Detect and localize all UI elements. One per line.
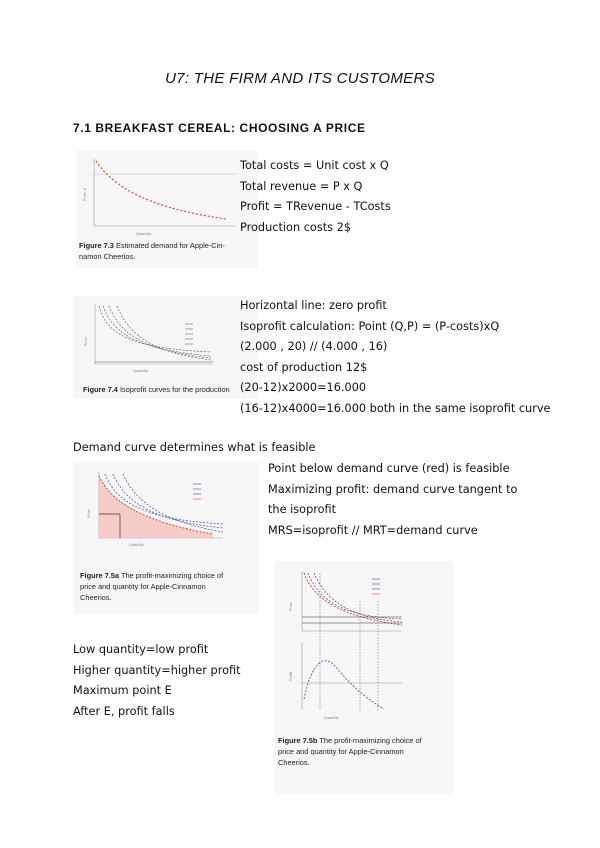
text-line: Total revenue = P x Q: [240, 179, 363, 193]
profit-notes: [73, 640, 241, 722]
text-line: Production costs 2$: [240, 220, 351, 234]
svg-text:Price: Price: [289, 602, 293, 611]
text-line: Point below demand curve (red) is feasible: [268, 462, 510, 475]
svg-text:Quantity: Quantity: [136, 232, 152, 236]
figure-7-4-caption: Figure 7.4 Isoprofit curves for the production: [83, 385, 230, 394]
svg-text:Quantity: Quantity: [133, 369, 149, 373]
text-line: Higher quantity=higher profit: [73, 663, 241, 677]
figure-7-3: [76, 151, 258, 268]
text-line: After E, profit falls: [73, 704, 175, 718]
text-line: MRS=isoprofit // MRT=demand curve: [268, 523, 478, 537]
svg-text:Price, $: Price, $: [83, 188, 87, 201]
text-line: Horizontal line: zero profit: [240, 299, 387, 312]
text-line: Maximum point E: [73, 684, 172, 697]
text-line: Total costs = Unit cost x Q: [240, 159, 389, 172]
svg-text:Price: Price: [87, 509, 91, 518]
figure-7-5b: [274, 561, 454, 795]
figure-7-5b-caption: Figure 7.5b The profit-maximizing choice of price and quantity for Apple-Cinnamon Cheerios.: [278, 736, 422, 767]
demand-note: Demand curve determines what is feasible: [73, 441, 316, 454]
text-line: the isoprofit: [268, 503, 337, 516]
text-line: cost of production 12$: [240, 360, 368, 374]
cost-notes: [240, 156, 391, 238]
isoprofit-notes: [240, 296, 551, 419]
feasibility-notes: [268, 459, 517, 541]
figure-7-4: [73, 296, 257, 399]
text-line: Profit = TRevenue - TCosts: [240, 200, 391, 213]
text-line: (20-12)x2000=16.000: [240, 381, 367, 394]
svg-text:Quantity: Quantity: [324, 716, 340, 720]
text-line: (2.000 , 20) // (4.000 , 16): [240, 340, 388, 353]
svg-text:Profit: Profit: [289, 671, 293, 681]
figure-7-5a: [73, 462, 259, 614]
svg-text:Price: Price: [84, 337, 88, 346]
svg-text:Quantity: Quantity: [129, 543, 145, 547]
text-line: Maximizing profit: demand curve tangent to: [268, 482, 518, 496]
figure-7-5a-caption: Figure 7.5a The profit-maximizing choice of price and quantity for Apple-Cinnamon Cheerios.: [80, 571, 224, 602]
section-heading: 7.1 BREAKFAST CEREAL: CHOOSING A PRICE: [73, 121, 366, 135]
page-title: U7: THE FIRM AND ITS CUSTOMERS: [165, 70, 435, 87]
figure-7-3-caption: Figure 7.3 Estimated demand for Apple-Cin- namon Cheerios.: [79, 241, 225, 261]
text-line: Isoprofit calculation: Point (Q,P) = (P-costs)xQ: [240, 319, 500, 333]
text-line: (16-12)x4000=16.000 both in the same isoprofit curve: [240, 401, 551, 415]
text-line: Low quantity=low profit: [73, 643, 209, 656]
